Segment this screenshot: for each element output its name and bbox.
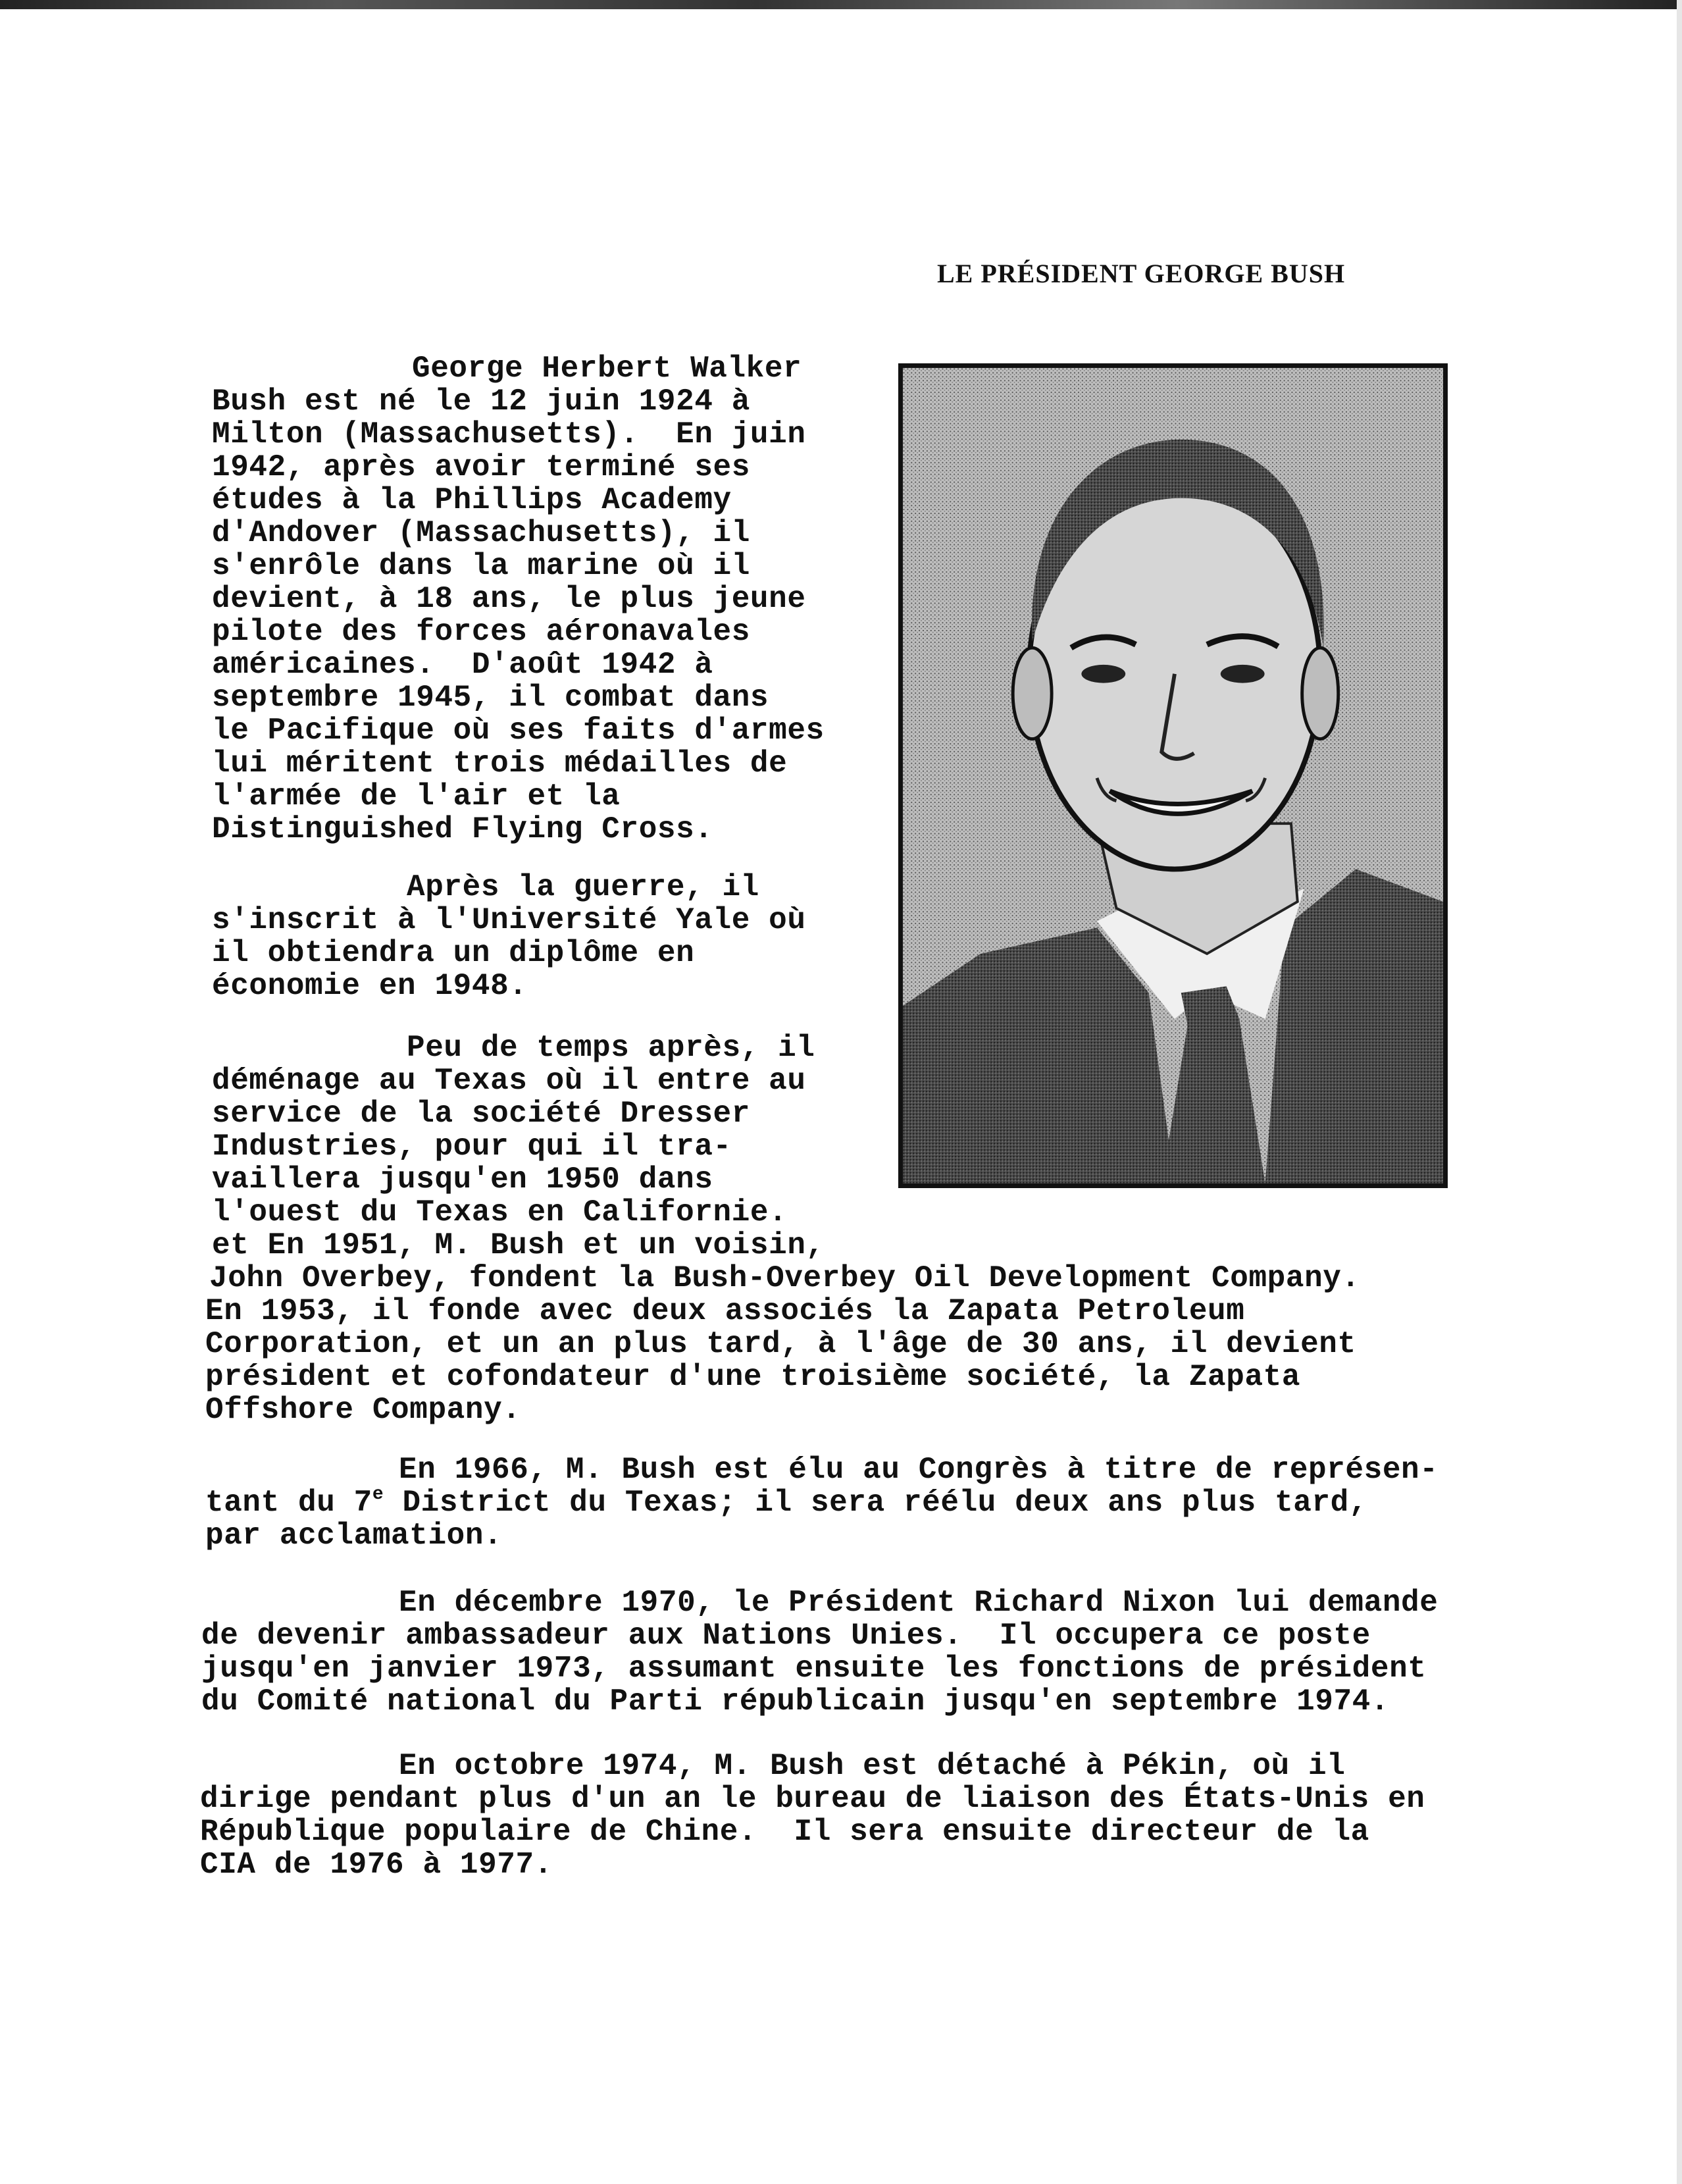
text-line: Offshore Company. xyxy=(205,1393,521,1427)
text-line: Milton (Massachusetts). En juin xyxy=(212,417,806,452)
text-line: économie en 1948. xyxy=(212,969,528,1003)
text-line: s'enrôle dans la marine où il xyxy=(212,549,750,583)
text-line: En 1953, il fonde avec deux associés la Zapata Petroleum xyxy=(205,1294,1245,1328)
text-line: du Comité national du Parti républicain jusqu'en septembre 1974. xyxy=(201,1684,1390,1719)
text-line: Peu de temps après, il xyxy=(407,1031,815,1065)
page-title: LE PRÉSIDENT GEORGE BUSH xyxy=(937,259,1346,288)
text-line: s'inscrit à l'Université Yale où xyxy=(212,903,806,937)
text-line: président et cofondateur d'une troisième société, la Zapata xyxy=(205,1360,1301,1394)
text-line: En décembre 1970, le Président Richard Nixon lui demande xyxy=(399,1586,1439,1620)
text-segment: tant du 7 xyxy=(205,1486,372,1520)
text-line xyxy=(205,1486,1367,1519)
text-line: il obtiendra un diplôme en xyxy=(212,936,695,970)
text-line: Distinguished Flying Cross. xyxy=(212,812,713,846)
text-line: John Overbey, fondent la Bush-Overbey Oil Development Company. xyxy=(209,1261,1360,1295)
text-line: George Herbert Walker xyxy=(412,351,802,386)
text-line: 1942, après avoir terminé ses xyxy=(212,450,750,484)
text-line: devient, à 18 ans, le plus jeune xyxy=(212,582,806,616)
text-line: service de la société Dresser xyxy=(212,1097,750,1131)
text-line: Après la guerre, il xyxy=(407,870,759,904)
text-line: vaillera jusqu'en 1950 dans xyxy=(212,1162,713,1197)
text-line: lui méritent trois médailles de xyxy=(212,746,788,781)
text-line: d'Andover (Massachusetts), il xyxy=(212,516,750,550)
text-line: République populaire de Chine. Il sera ensuite directeur de la xyxy=(200,1815,1369,1849)
text-line: jusqu'en janvier 1973, assumant ensuite les fonctions de président xyxy=(201,1651,1427,1686)
text-line: Industries, pour qui il tra- xyxy=(212,1130,732,1164)
text-line: En 1966, M. Bush est élu au Congrès à titre de représen- xyxy=(399,1453,1439,1487)
text-line: et En 1951, M. Bush et un voisin, xyxy=(212,1228,825,1262)
text-line: En octobre 1974, M. Bush est détaché à Pékin, où il xyxy=(399,1749,1346,1783)
text-line: l'ouest du Texas en Californie. xyxy=(212,1195,788,1230)
text-line: septembre 1945, il combat dans xyxy=(212,681,769,715)
text-line: Corporation, et un an plus tard, à l'âge de 30 ans, il devient xyxy=(205,1327,1356,1361)
text-line: américaines. D'août 1942 à xyxy=(212,648,713,682)
superscript: e xyxy=(372,1484,384,1505)
text-line: par acclamation. xyxy=(205,1519,503,1553)
text-line: études à la Phillips Academy xyxy=(212,483,732,517)
text-line: le Pacifique où ses faits d'armes xyxy=(212,714,825,748)
text-line: Bush est né le 12 juin 1924 à xyxy=(212,384,750,419)
text-line: déménage au Texas où il entre au xyxy=(212,1064,806,1098)
text-line: de devenir ambassadeur aux Nations Unies. Il occupera ce poste xyxy=(201,1619,1371,1653)
text-segment: District du Texas; il sera réélu deux ans plus tard, xyxy=(384,1486,1368,1520)
text-line: CIA de 1976 à 1977. xyxy=(200,1848,553,1882)
text-line: pilote des forces aéronavales xyxy=(212,615,750,649)
text-line: dirige pendant plus d'un an le bureau de liaison des États-Unis en xyxy=(200,1782,1425,1816)
text-line: l'armée de l'air et la xyxy=(212,779,621,814)
